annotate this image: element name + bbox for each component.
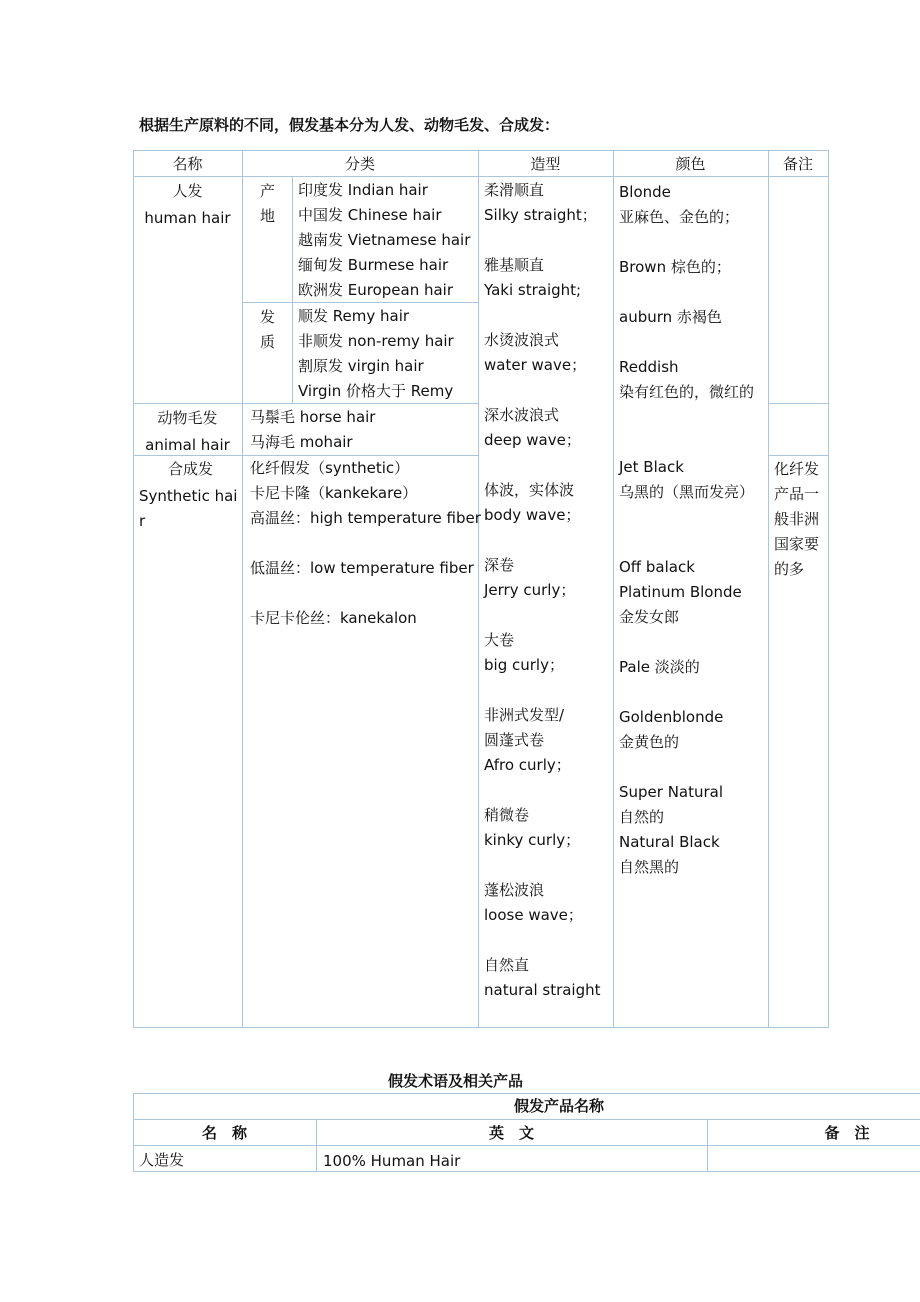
- quality-label: 发 质: [259, 308, 275, 351]
- synthetic-hair-list: 化纤假发（synthetic） 卡尼卡隆（kankekare） 高温丝：high temperature fiber 低温丝：low temperature fiber 卡尼卡伦丝：kanekalon: [250, 459, 481, 627]
- human-hair-name: 人发 human hair: [144, 182, 231, 227]
- table2-caption: 假发产品名称: [513, 1097, 604, 1115]
- header-name: 名称: [172, 155, 203, 173]
- header-note: 备注: [782, 155, 813, 173]
- table2-header-english: 英 文: [488, 1124, 534, 1142]
- header-style: 造型: [530, 155, 561, 173]
- quality-list: 顺发 Remy hair 非顺发 non-remy hair 割原发 virgin hair Virgin 价格大于 Remy: [298, 307, 454, 400]
- header-category: 分类: [344, 155, 375, 173]
- colors-list: Blonde 亚麻色、金色的； Brown 棕色的； auburn 赤褐色 Reddish 染有红色的，微红的 Jet Black 乌黑的（黑而发亮） Off balack Platinum Blonde 金发女郎 Pale 淡淡的 Goldenblonde 金黄色的 Super Natural 自然的 Natural Black 自然黑的: [619, 183, 755, 876]
- table-row-name: 人造发: [139, 1151, 185, 1169]
- table2-header-name: 名 称: [201, 1124, 247, 1142]
- intro-text: 根据生产原料的不同，假发基本分为人发、动物毛发、合成发：: [139, 116, 560, 134]
- synthetic-note: 化纤发 产品一 般非洲 国家要 的多: [774, 460, 820, 578]
- animal-hair-list: 马鬃毛 horse hair 马海毛 mohair: [250, 408, 376, 451]
- table2-title: 假发术语及相关产品: [388, 1072, 524, 1090]
- animal-hair-name: 动物毛发 animal hair: [145, 409, 230, 454]
- table-row-english: 100% Human Hair: [323, 1152, 461, 1170]
- synthetic-hair-name: 合成发 Synthetic hai r: [139, 460, 238, 530]
- styles-list: 柔滑顺直 Silky straight； 雅基顺直 Yaki straight; 水烫波浪式 water wave； 深水波浪式 deep wave； 体波，实体波 body wave； 深卷 Jerry curly； 大卷 big curly； 非洲式发型/ 圆蓬式卷 Afro curly； 稍微卷 kinky curly； 蓬松波浪 loose wave； 自然直 natural straight: [484, 181, 601, 999]
- header-color: 颜色: [675, 155, 706, 173]
- origin-label: 产 地: [259, 182, 275, 225]
- origin-list: 印度发 Indian hair 中国发 Chinese hair 越南发 Vietnamese hair 缅甸发 Burmese hair 欧洲发 European hair: [298, 181, 471, 299]
- table2-header-note: 备 注: [824, 1124, 870, 1142]
